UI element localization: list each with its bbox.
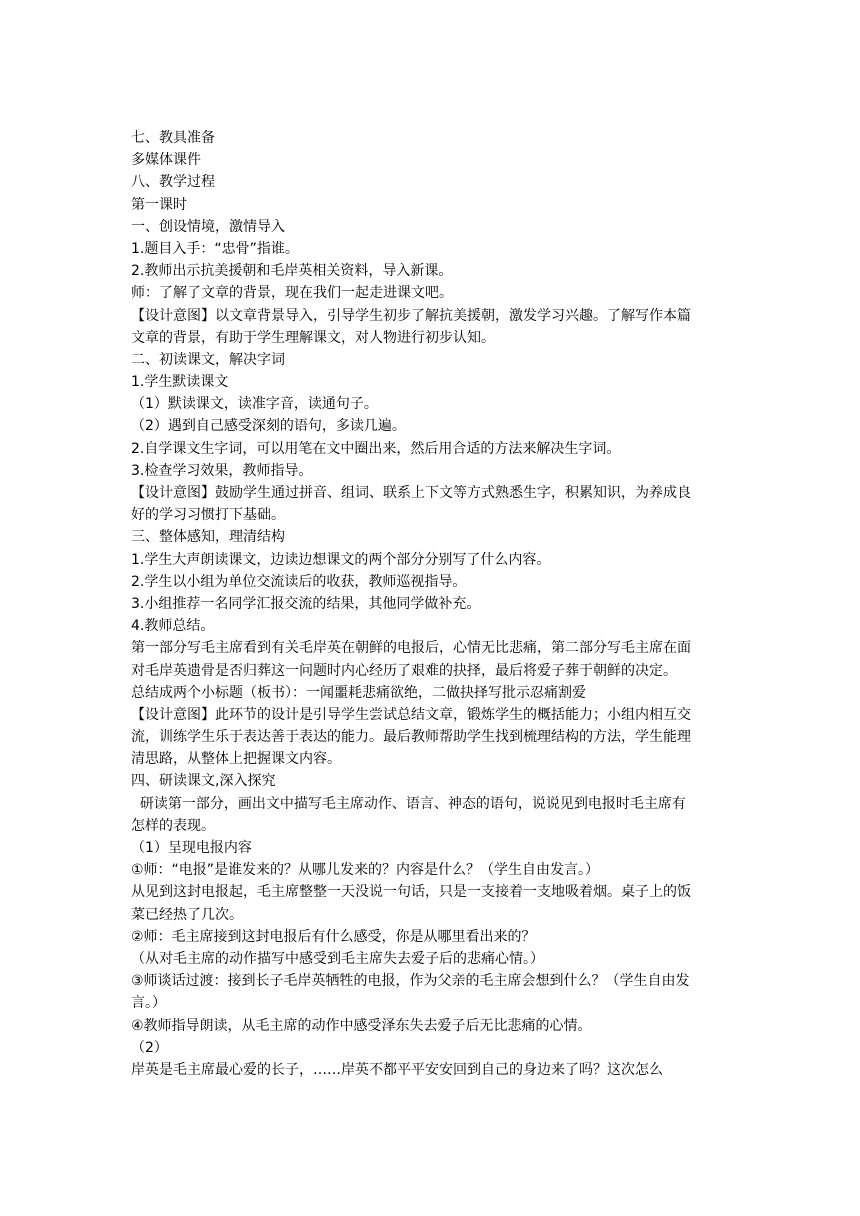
document-body bbox=[131, 127, 741, 1081]
text-line: 言。） bbox=[131, 995, 166, 1012]
text-line: （2） bbox=[131, 1039, 168, 1056]
subsection-heading-1: 一、创设情境，激情导入 bbox=[131, 218, 285, 235]
design-intent-line: 清思路，从整体上把握课文内容。 bbox=[131, 751, 341, 768]
subsection-heading-3: 三、整体感知，理清结构 bbox=[131, 529, 285, 546]
text-line: 2.学生以小组为单位交流读后的收获，教师巡视指导。 bbox=[131, 573, 467, 590]
text-line: 3.小组推荐一名同学汇报交流的结果，其他同学做补充。 bbox=[131, 595, 481, 612]
text-line: ④教师指导朗读，从毛主席的动作中感受泽东失去爱子后无比悲痛的心情。 bbox=[131, 1017, 592, 1034]
design-intent-line: 好的学习习惯打下基础。 bbox=[131, 507, 285, 524]
text-line: 3.检查学习效果，教师指导。 bbox=[131, 462, 313, 479]
text-line: ③师谈话过渡：接到长子毛岸英牺牲的电报，作为父亲的毛主席会想到什么？（学生自由发 bbox=[131, 973, 690, 990]
text-line: （1）呈现电报内容 bbox=[131, 840, 252, 856]
text-line: 怎样的表现。 bbox=[131, 817, 215, 834]
text-line: 对毛岸英遗骨是否归葬这一问题时内心经历了艰难的抉择，最后将爱子葬于朝鲜的决定。 bbox=[131, 662, 677, 679]
text-line: 1.学生大声朗读课文，边读边想课文的两个部分分别写了什么内容。 bbox=[131, 551, 551, 568]
design-intent-line: 文章的背景，有助于学生理解课文，对人物进行初步认知。 bbox=[131, 329, 495, 346]
text-line: （从对毛主席的动作描写中感受到毛主席失去爱子后的悲痛心情。） bbox=[131, 950, 544, 967]
text-line: 从见到这封电报起，毛主席整整一天没说一句话，只是一支接着一支地吸着烟。桌子上的饭 bbox=[131, 884, 691, 901]
text-line: 总结成两个小标题（板书）：一闻噩耗悲痛欲绝，二做抉择写批示忍痛割爱 bbox=[131, 684, 586, 701]
text-line: 第一部分写毛主席看到有关毛岸英在朝鲜的电报后，心情无比悲痛，第二部分写毛主席在面 bbox=[131, 640, 691, 657]
text-line: 2.教师出示抗美援朝和毛岸英相关资料，导入新课。 bbox=[131, 263, 453, 280]
design-intent-line: 【设计意图】以文章背景导入，引导学生初步了解抗美援朝，激发学习兴趣。了解写作本篇 bbox=[131, 307, 691, 324]
subsection-heading-2: 二、初读课文，解决字词 bbox=[131, 351, 285, 368]
section-heading-teaching-process: 八、教学过程 bbox=[131, 174, 215, 191]
text-line: ②师：毛主席接到这封电报后有什么感受，你是从哪里看出来的？ bbox=[131, 928, 536, 945]
text-line: （2）遇到自己感受深刻的语句，多读几遍。 bbox=[131, 418, 406, 435]
text-line: 1.题目入手：“忠骨”指谁。 bbox=[131, 240, 299, 257]
subsection-heading-4: 四、研读课文,深入探究 bbox=[131, 773, 276, 790]
design-intent-line: 【设计意图】鼓励学生通过拼音、组词、联系上下文等方式熟悉生字，积累知识，为养成良 bbox=[131, 485, 691, 501]
text-line: 岸英是毛主席最心爱的长子，……岸英不都平平安安回到自己的身边来了吗？这次怎么 bbox=[131, 1061, 663, 1078]
text-line: 1.学生默读课文 bbox=[131, 374, 229, 391]
section-heading-teaching-aids: 七、教具准备 bbox=[131, 130, 215, 146]
lesson-label: 第一课时 bbox=[131, 196, 187, 213]
text-line: 多媒体课件 bbox=[131, 152, 201, 169]
text-line: 4.教师总结。 bbox=[131, 618, 215, 635]
text-line: （1）默读课文，读准字音，读通句子。 bbox=[131, 396, 378, 413]
text-line: 研读第一部分，画出文中描写毛主席动作、语言、神态的语句，说说见到电报时毛主席有 bbox=[131, 795, 686, 812]
text-line: 师：了解了文章的背景，现在我们一起走进课文吧。 bbox=[131, 285, 453, 302]
text-line: 菜已经热了几次。 bbox=[131, 906, 243, 923]
text-line: 2.自学课文生字词，可以用笔在文中圈出来，然后用合适的方法来解决生字词。 bbox=[131, 440, 621, 457]
design-intent-line: 流，训练学生乐于表达善于表达的能力。最后教师帮助学生找到梳理结构的方法，学生能理 bbox=[131, 729, 691, 746]
text-line: ①师：“电报”是谁发来的？从哪儿发来的？内容是什么？（学生自由发言。） bbox=[131, 862, 600, 879]
design-intent-line: 【设计意图】此环节的设计是引导学生尝试总结文章，锻炼学生的概括能力；小组内相互交 bbox=[131, 706, 691, 723]
